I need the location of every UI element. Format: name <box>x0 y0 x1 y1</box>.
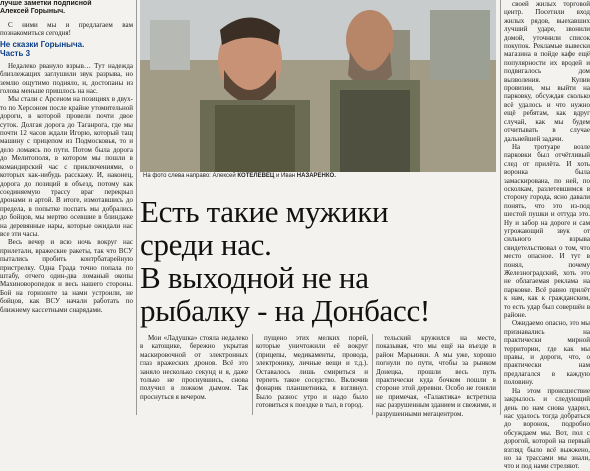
body-paragraph: Мои «Ладушка» стояла недалеко в катощике, бережно укрытая маскировочной от электронных глаз вражеских дронов. Всё это заняло несколько секунд и я, даже только не проснувшись, снова получил в ложком дымом. Так проснуться я вечером. <box>140 334 248 401</box>
bottom-article-column <box>256 334 368 415</box>
headline-line: Есть такие мужики <box>140 194 389 229</box>
article-intro <box>0 0 133 16</box>
intro-paragraph: С ними мы и предлагаем вам познакомиться сегодня! <box>0 21 133 38</box>
caption-text: и Иван <box>276 173 296 179</box>
headline-line: В выходной не на <box>140 260 369 295</box>
headline-line: среди нас. <box>140 227 272 262</box>
body-paragraph: На этом происшествие закрылось и следующий день по нам снова ударил, нас удалось тогда добраться до воронок, подробно обсуждаем мы. Вот, пол с дорогой, которой на первый взгляд было всё выжжено, но за трассами мы знали, что и под нами стреляют. <box>504 386 590 471</box>
caption-name: КОТЕЛЕВЕЦ <box>237 173 275 179</box>
bottom-article-column <box>376 334 496 418</box>
body-paragraph: Недалеко рвануло взрыв… Тут надежда близлежащих заглушили звук разрыва, но землю ощутимо подняло, и, достопаны из голова меньше пришлось на нас. <box>0 61 133 96</box>
article-headline <box>140 195 540 327</box>
photo-caption <box>143 173 493 180</box>
column-divider <box>252 334 253 415</box>
section-title-line: Часть 3 <box>0 48 31 58</box>
body-paragraph: На тротуаре возле парковки был отчётливый след от прилёта. И хоть воронка была замаскирована, по ней, по осколкам, разлетевшимся в сторону города, ясно давали понять, что это из-под шестой пушки и оттуда это. Ну и забор на дороге и сам угрожающий звук от сильного взрыва свидетельствовал о том, что место опасное. И тут в понял, почему Железноградский, хоть это не облагаемая реклама на парковке. Всё равно прилёт к нам, как к гражданским, то есть удар был совершён в районе. <box>504 142 590 320</box>
article-photo <box>140 0 496 172</box>
soldiers-photo-illustration <box>140 0 496 172</box>
section-title-line: Не сказки Горыныча. <box>0 39 85 49</box>
caption-name: НАЗАРЕНКО. <box>296 173 336 179</box>
body-paragraph: Ожидаемо опасно, это мы признавались на практически мирной территории, где как мы правы, и дороги, что, о практически нам предлагался в каждую половину. <box>504 319 590 387</box>
body-paragraph: пущено этих мелких порей, которые уничтожили её вокруг (прицепы, медикаменты, провода, электронику, личные вещи и т.д.). Оставалось лишь смириться и терпеть такое соседство. Включив фонарик планшетника, я взглянул. Было разнос утро и надо было готовиться к поездке в тыл, в город. <box>256 334 368 410</box>
column-divider <box>372 334 373 415</box>
body-paragraph: Мы стали с Арсеном на позициях в двух-то по Херсоном после крайне утомительной дороги, в которой провели почти двое суток. Долгая дорога до Таганрога, где мы почти 12 часов ждали Игорю, который тащ машину с прицепом из Подмосковья, то и дело ломаясь по пути. Потом была дорога до Мелитополя, в котором мы пошли в командирский час с приключениями, о которых как-нибудь расскажу. И, наконец, дорога до позиций в объезд, потому как соединяемую трассу враг перекрыл дронами и артой. В итоге, измотавшись до предела, в попытке поспать мы добрались до бойцов, мы мертво осевшие в блиндаже на деревянные нары, которые ожидали нас все эти часы. <box>0 95 133 238</box>
bottom-article-column <box>140 334 248 415</box>
intro-line: Алексей Горыныч. <box>0 8 66 15</box>
body-paragraph: тельский кружился на месте, показывая, что мы ещё на въезде в район Марьинки. А мы уже, хорошо погнули по пути, чтобы за рынком Донецка, прошли весь путь практически куда бочком пошли в стороне этой деревни. Особо не гоняли не примечая, «Галактика» встретила нас разрушенным зданием и свежими, и разрушенными мегацентром. <box>376 334 496 418</box>
headline-line: рыбалку - на Донбасс! <box>140 293 430 328</box>
section-title <box>0 40 133 58</box>
intro-line: лучше заметки подписной <box>0 0 92 7</box>
column-divider <box>136 0 137 415</box>
left-article-column <box>0 0 133 415</box>
body-paragraph: Весь вечер и всю ночь вокруг нас прилетали, вражеские ракеты, так что ВСУ пытались пробить контрбатарейную пристрелку. Одна Града точно попала по штабу, отчего один-два ломаный окопы Махиноворопедок и весь нашего стороны. Бой на горизонте за нами устроили, не бойцов, как ВСУ начали работать по ближнему кассетными снарядами. <box>0 238 133 314</box>
body-paragraph: своей жилых торговой центр. Посетили вход жилых рядов, выехавших лучший ударе, звонили домой, уточнили список покупок. Рекламые вывески магазина в пойде кафе ещё популярности их вродей и подвигалось дом вызволения. Купив провизии, мы выйти на парковку, обсуждая сколько всё удалось и что нужно ещё ребятам, как вдруг случай, как мы будем отчитывать в случае дальнейшей задачи. <box>504 0 590 143</box>
caption-text: На фото слева направо: Алексей <box>143 173 236 179</box>
